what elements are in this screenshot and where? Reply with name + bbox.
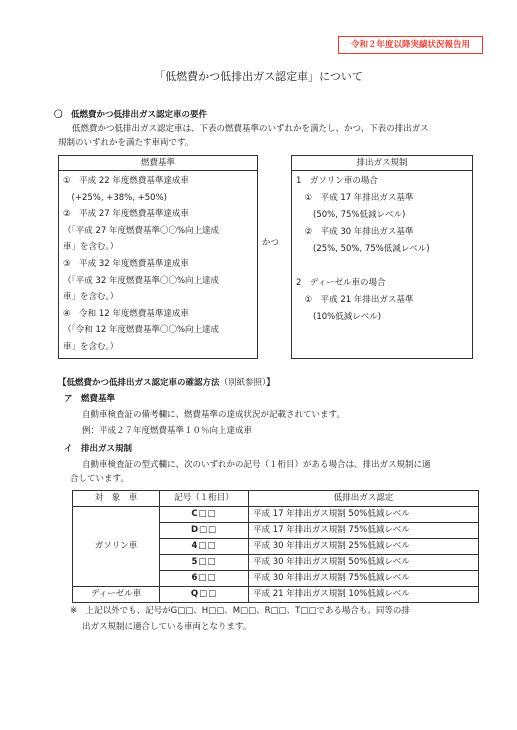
fuel-standard-line: 車」を含む。） xyxy=(63,292,119,303)
report-stamp: 令和２年度以降実績状況報告用 xyxy=(338,36,483,54)
vehicle-type-gasoline: ガソリン車 xyxy=(73,507,160,587)
certification-cell: 平成 17 年排出ガス規制 50%低減レベル xyxy=(249,507,479,523)
fuel-standard-header: 燃費基準 xyxy=(59,156,257,171)
confirmation-heading-close: 】 xyxy=(266,378,275,388)
requirements-intro-line2: 規制のいずれかを満たす車両です。 xyxy=(58,138,194,148)
emission-code-table xyxy=(72,490,479,603)
and-connector: かつ xyxy=(262,238,280,248)
col-header-code: 記号（１桁目） xyxy=(160,491,249,507)
fuel-standard-list xyxy=(59,171,257,358)
emission-regulation-line: ① 平成 17 年排出ガス基準 xyxy=(296,193,414,203)
table-row xyxy=(73,587,479,603)
requirements-heading: 〇 低燃費かつ低排出ガス認定車の要件 xyxy=(54,110,208,120)
certification-cell: 平成 17 年排出ガス規制 75%低減レベル xyxy=(249,523,479,539)
col-header-certification: 低排出ガス認定 xyxy=(249,491,479,507)
table-row xyxy=(73,507,479,523)
col-header-vehicle: 対 象 車 xyxy=(73,491,160,507)
code-cell: 6□□ xyxy=(160,571,249,587)
fuel-standard-line: （「平成 27 年度燃費基準〇〇%向上達成 xyxy=(63,225,220,236)
fuel-standard-line: ④ 令和 12 年度燃費基準達成車 xyxy=(63,308,189,319)
vehicle-type-diesel: ディーゼル車 xyxy=(73,587,160,603)
footnote-line1: ※ 上記以外でも、記号がG□□、H□□、M□□、R□□、T□□である場合も、同等の排 xyxy=(70,606,410,616)
fuel-standard-line: 車」を含む。） xyxy=(63,341,119,352)
emission-regulation-line: 2 ディーゼル車の場合 xyxy=(296,278,386,288)
fuel-standard-line: （「令和 12 年度燃費基準〇〇%向上達成 xyxy=(63,325,220,336)
emission-regulation-line: (10%低減レベル) xyxy=(296,312,382,322)
page-title: 「低燃費かつ低排出ガス認定車」について xyxy=(154,70,363,83)
certification-cell: 平成 30 年排出ガス規制 50%低減レベル xyxy=(249,555,479,571)
emission-regulation-line xyxy=(296,258,468,275)
fuel-check-line1: 自動車検査証の備考欄に、燃費基準の達成状況が記載されています。 xyxy=(82,410,345,420)
emission-regulation-line: (25%, 50%, 75%低減レベル) xyxy=(296,244,430,254)
confirmation-heading xyxy=(58,378,275,389)
code-cell: 4□□ xyxy=(160,539,249,555)
certification-cell: 平成 30 年排出ガス規制 75%低減レベル xyxy=(249,571,479,587)
certification-cell: 平成 21 年排出ガス規制 10%低減レベル xyxy=(249,587,479,603)
emission-regulation-box xyxy=(291,155,473,359)
certification-cell: 平成 30 年排出ガス規制 25%低減レベル xyxy=(249,539,479,555)
code-cell: C□□ xyxy=(160,507,249,523)
footnote-line2: 出ガス規制に適合している車両となります。 xyxy=(82,622,252,632)
emission-regulation-line: (50%, 75%低減レベル) xyxy=(296,210,406,220)
confirmation-heading-text: 【低燃費かつ低排出ガス認定車の確認方法 xyxy=(58,378,220,388)
fuel-standard-box xyxy=(58,155,258,359)
fuel-standard-line: ① 平成 22 年度燃費基準達成車 xyxy=(63,176,189,186)
emission-regulation-header: 排出ガス規制 xyxy=(292,156,472,171)
fuel-standard-line: 車」を含む。） xyxy=(63,242,119,253)
emission-regulation-line: ② 平成 30 年排出ガス基準 xyxy=(296,227,414,237)
fuel-check-heading: ア 燃費基準 xyxy=(64,394,116,404)
emission-check-line2: 合しています。 xyxy=(70,474,129,484)
requirements-intro-line1: 低燃費かつ低排出ガス認定車は、下表の燃費基準のいずれかを満たし、かつ、下表の排出ガス xyxy=(72,124,429,134)
emission-check-heading: イ 排出ガス規制 xyxy=(64,444,133,454)
emission-regulation-line: ① 平成 21 年排出ガス基準 xyxy=(296,295,414,305)
fuel-standard-line: ③ 平成 32 年度燃費基準達成車 xyxy=(63,258,189,269)
fuel-standard-line: （「平成 32 年度燃費基準〇〇%向上達成 xyxy=(63,275,220,286)
table-header-row xyxy=(73,491,479,507)
code-cell: Q□□ xyxy=(160,587,249,603)
code-cell: 5□□ xyxy=(160,555,249,571)
fuel-check-example: 例：平成２７年度燃費基準１０％向上達成車 xyxy=(82,426,253,436)
fuel-standard-line: ② 平成 27 年度燃費基準達成車 xyxy=(63,209,189,220)
confirmation-heading-note: （別紙参照） xyxy=(219,378,267,388)
code-cell: D□□ xyxy=(160,523,249,539)
emission-regulation-line: 1 ガソリン車の場合 xyxy=(296,176,378,186)
emission-check-line1: 自動車検査証の型式欄に、次のいずれかの記号（１桁目）がある場合は、排出ガス規制に適 xyxy=(82,460,431,470)
emission-regulation-list xyxy=(292,171,472,328)
fuel-standard-line: (+25%, +38%, +50%) xyxy=(63,192,167,203)
